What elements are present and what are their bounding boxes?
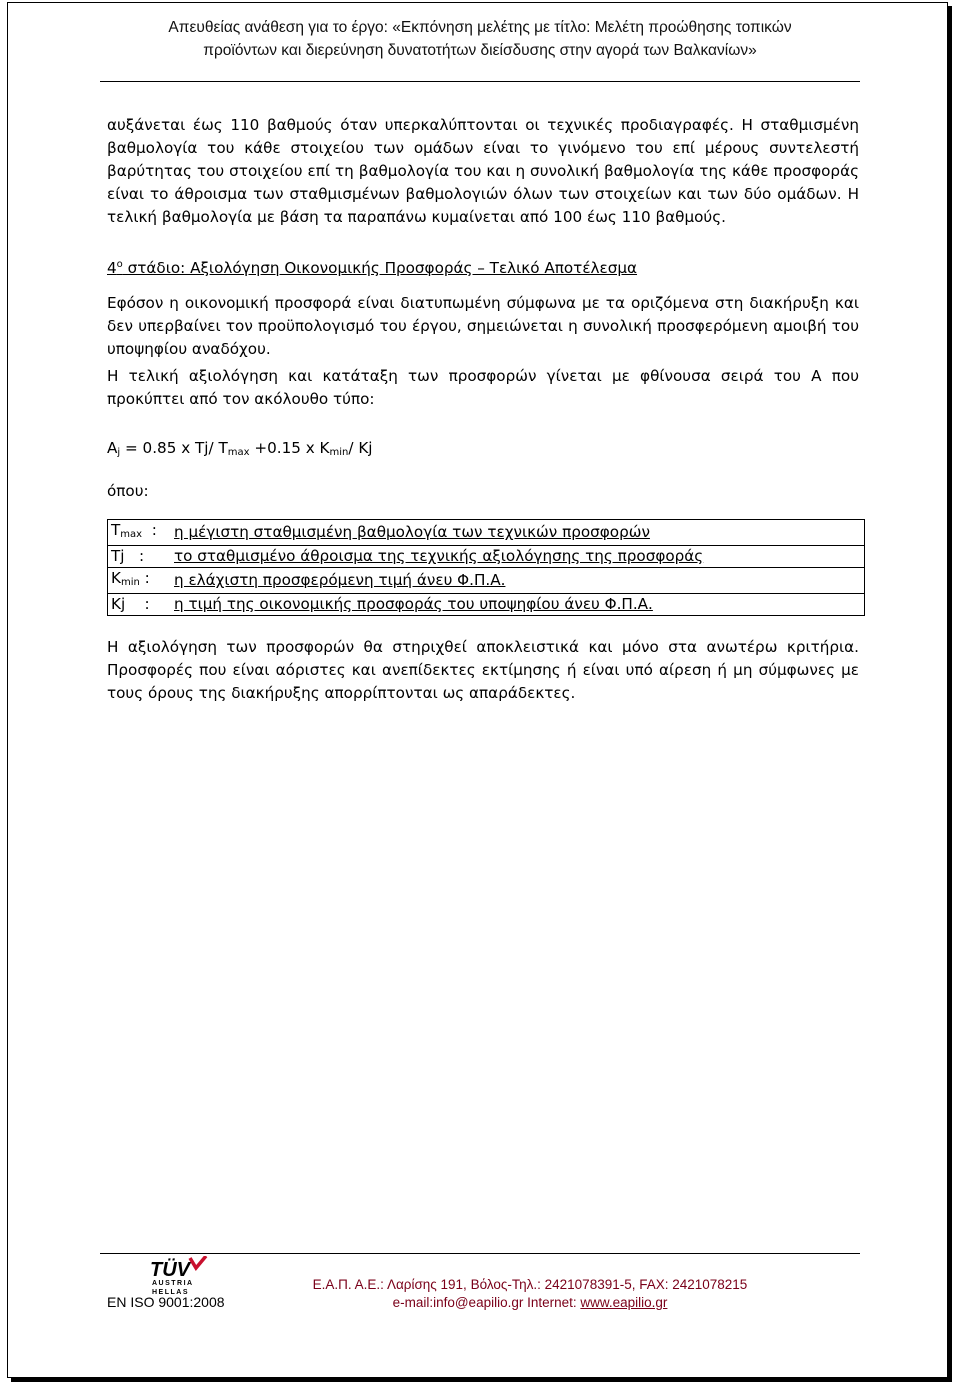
running-header [20, 16, 940, 62]
paragraph-financial-offer: Εφόσον η οικονομική προσφορά είναι διατυπωμένη σύμφωνα με τα οριζόμενα στη διακήρυξη και δεν υπερβαίνει τον προϋπολογισμό του έργου, σημειώνεται η συνολική προσφερόμενη αμοιβή του υποψηφίου αναδόχου. [107, 294, 859, 359]
stage-title: στάδιο: Αξιολόγηση Οικονομικής Προσφοράς – Τελικό Αποτέλεσμα [122, 259, 638, 278]
footer-divider [100, 1253, 860, 1254]
definition-row [108, 546, 865, 568]
definition-symbol: $T_{max}$ : [108, 520, 172, 546]
stage-heading [107, 253, 859, 280]
definition-symbol: Kj : [108, 594, 172, 616]
footer-contact [300, 1276, 760, 1312]
svg-text:AUSTRIA: AUSTRIA [152, 1280, 194, 1287]
header-line-2: προϊόντων και διερεύνηση δυνατοτήτων διείσδυσης στην αγορά των Βαλκανίων» [203, 42, 757, 59]
stage-suffix: ο [116, 259, 123, 270]
definition-text: η τιμή της οικονομικής προσφοράς του υποψηφίου άνευ Φ.Π.Α. [171, 594, 865, 616]
svg-text:HELLAS: HELLAS [152, 1289, 189, 1296]
stage-number: 4 [107, 259, 117, 278]
definition-symbol: Tj : [108, 546, 172, 568]
definition-text: η μέγιστη σταθμισμένη βαθμολογία των τεχνικών προσφορών [171, 520, 865, 546]
iso-certification: EN ISO 9001:2008 [107, 1294, 225, 1310]
paragraph-scoring: αυξάνεται έως 110 βαθμούς όταν υπερκαλύπτονται οι τεχνικές προδιαγραφές. Η σταθμισμένη βαθμολογία του κάθε στοιχείου των ομάδων είναι το γινόμενο του επί μέρους συντελεστή βαρύτητας του στοιχείου επί τη βαθμολογία του και η συνολική βαθμολογία της κάθε προσφοράς είναι το άθροισμα των σταθμισμένων βαθμολογιών όλων των στοιχείων και των δύο ομάδων. Η τελική βαθμολογία με βάση τα παραπάνω κυμαίνεται από 100 έως 110 βαθμούς. [107, 116, 859, 226]
footer-address: Ε.Α.Π. Α.Ε.: Λαρίσης 191, Βόλος-Τηλ.: 2421078391-5, FAX: 2421078215 [312, 1277, 748, 1292]
scoring-formula: $A_j = 0.85$ x Tj/ $T_{max} +0.15$ x $K_{min}/$ Kj [107, 439, 373, 459]
document-body [107, 114, 859, 705]
definition-row [108, 520, 865, 546]
paragraph-ranking: Η τελική αξιολόγηση και κατάταξη των προσφορών γίνεται με φθίνουσα σειρά του A που προκύπτει από τον ακόλουθο τύπο: [107, 367, 859, 409]
where-label: όπου: [107, 482, 149, 501]
definition-symbol: $K_{min}$ : [108, 568, 172, 594]
paragraph-evaluation-criteria: Η αξιολόγηση των προσφορών θα στηριχθεί αποκλειστικά και μόνο στα ανωτέρω κριτήρια. Προσφορές που είναι αόριστες και ανεπίδεκτες εκτίμησης ή είναι υπό αίρεση ή μη σύμφωνες με τους όρους της διακήρυξης απορρίπτονται ως απαράδεκτες. [107, 638, 859, 703]
tuv-austria-logo [150, 1256, 210, 1296]
header-divider [100, 81, 860, 82]
footer-web: e-mail:info@eapilio.gr Internet: www.eapilio.gr [392, 1295, 668, 1310]
website-link[interactable]: www.eapilio.gr [580, 1295, 668, 1310]
definition-text: η ελάχιστη προσφερόμενη τιμή άνευ Φ.Π.Α. [171, 568, 865, 594]
definition-row [108, 594, 865, 616]
definition-row [108, 568, 865, 594]
header-line-1: Απευθείας ανάθεση για το έργο: «Εκπόνηση μελέτης με τίτλο: Μελέτη προώθησης τοπικών [168, 19, 792, 36]
svg-text:TÜV: TÜV [150, 1259, 190, 1281]
definitions-table [107, 519, 865, 616]
definition-text: το σταθμισμένο άθροισμα της τεχνικής αξιολόγησης της προσφοράς [171, 546, 865, 568]
